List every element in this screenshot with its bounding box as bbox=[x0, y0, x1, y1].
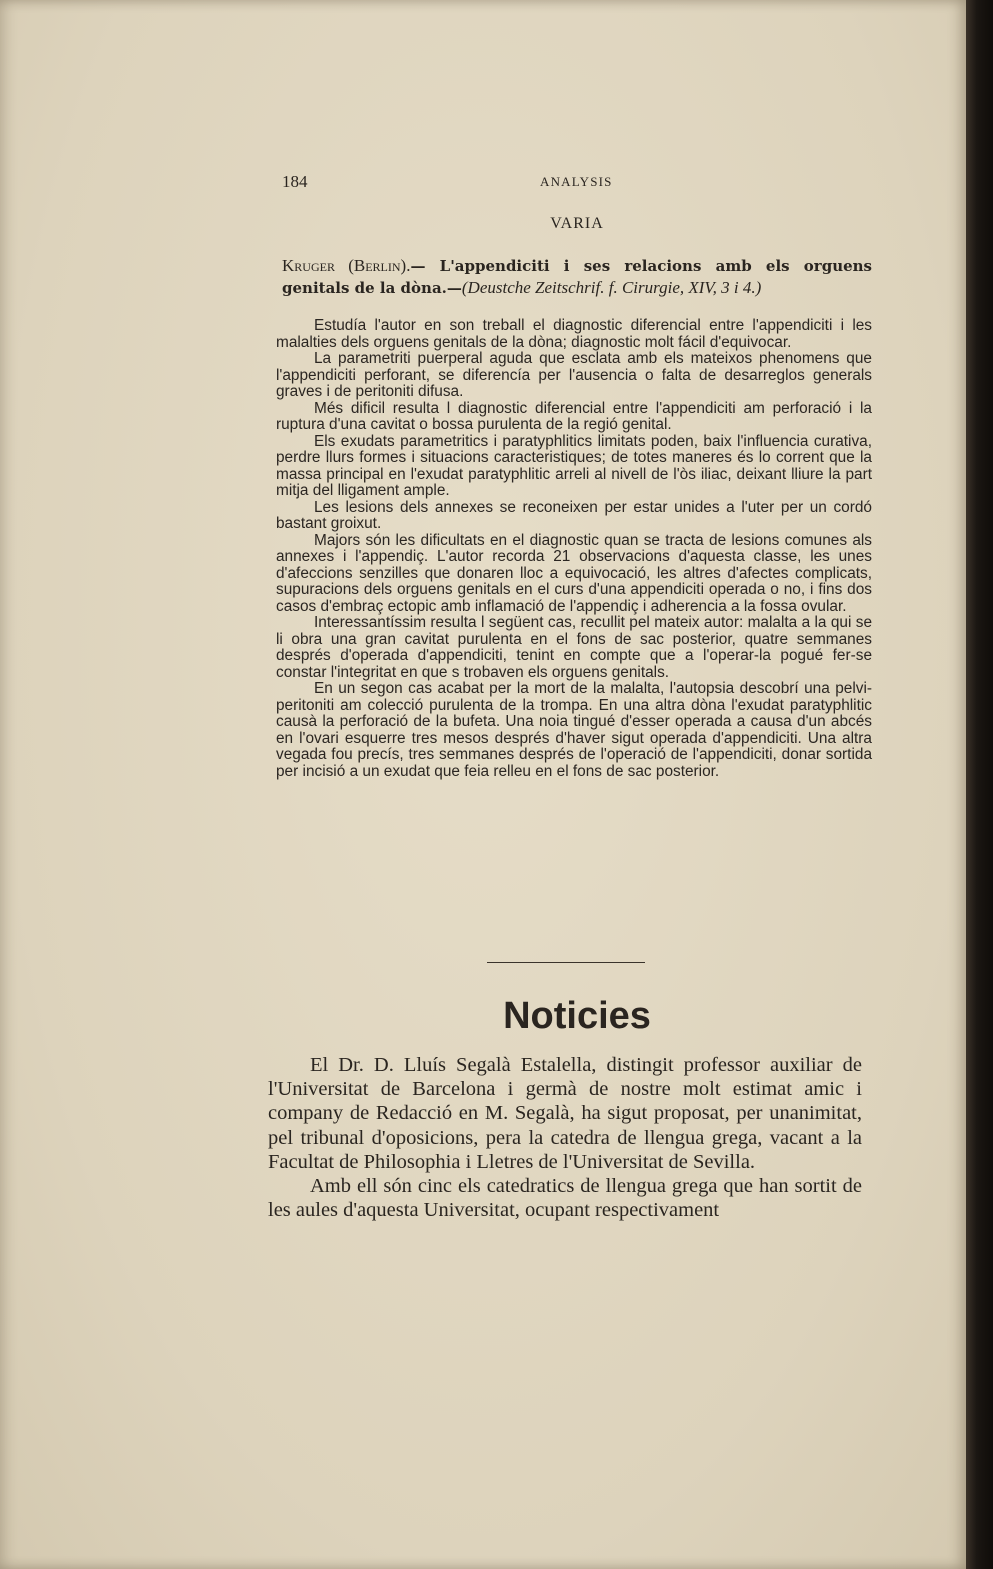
article-paragraph: Més dificil resulta l diagnostic diferencial entre l'appendiciti am perforació i la ruptura d'una cavitat o bossa purulenta de la regió genital. bbox=[276, 399, 872, 433]
article-paragraph: Els exudats parametritics i paratyphlitics limitats poden, baix l'influencia curativa, perdre llurs formes i situacions caracteristiques; de totes maneres és lo corrent que la massa principal en l'exudat paratyphlitic arreli al nivell de l'òs iliac, deixant lliure la part mitja del lligament ample. bbox=[276, 432, 872, 499]
article-heading bbox=[282, 255, 872, 299]
article-location: (Berlin). bbox=[348, 256, 411, 275]
news-paragraph: El Dr. D. Lluís Segalà Estalella, distingit professor auxiliar de l'Universitat de Barcelona i germà de nostre molt estimat amic i company de Redacció en M. Segalà, ha sigut proposat, per unanimitat, pel tribunal d'oposicions, pera la catedra de llengua grega, vacant a la Facultat de Philosophia i Lletres de l'Universitat de Sevilla. bbox=[268, 1054, 862, 1173]
article-title: — L'appendiciti i ses relacions amb els orguens genitals de la dòna.— bbox=[282, 257, 872, 297]
running-head: ANALYSIS bbox=[540, 174, 613, 189]
article-author: Kruger bbox=[282, 256, 335, 275]
article-paragraph: Interessantíssim resulta l següent cas, recullit pel mateix autor: malalta a la qui se li obra una gran cavitat purulenta en el fons de sac posterior, quatre semmanes després d'operada d'appendiciti, tenint en compte que a l'operar-la pogué fer-se constar l'integritat en que s trobaven els orguens genitals. bbox=[276, 614, 872, 681]
article-body bbox=[276, 318, 872, 780]
article-paragraph: Les lesions dels annexes se reconeixen per estar unides a l'uter per un cordó bastant groixut. bbox=[276, 498, 872, 532]
news-title: Noticies bbox=[503, 995, 651, 1037]
article-source: (Deustche Zeitschrif. f. Cirurgie, XIV, 3 i 4.) bbox=[461, 278, 762, 297]
article-paragraph: Estudía l'autor en son treball el diagnostic diferencial entre l'appendiciti i les malalties dels orguens genitals de la dòna; diagnostic molt fácil d'equivocar. bbox=[276, 317, 872, 351]
page-number: 184 bbox=[282, 172, 308, 191]
article-paragraph: Majors són les dificultats en el diagnostic quan se tracta de lesions comunes als annexes i l'appendiç. L'autor recorda 21 observacions d'aquesta classe, les unes d'afeccions senzilles que donaren lloc a equivocació, les altres d'afectes complicats, supuracions dels orguens genitals en el curs d'una appendiciti operada o no, i fins dos casos d'embraç ectopic amb inflamació de l'appendiç i adherencia a la fossa ovular. bbox=[276, 531, 872, 615]
section-title: VARIA bbox=[550, 215, 604, 232]
book-spine-shadow bbox=[966, 0, 993, 1569]
news-body bbox=[268, 1053, 862, 1222]
page-header bbox=[282, 172, 872, 194]
article-paragraph: En un segon cas acabat per la mort de la malalta, l'autopsia descobrí una pelvi-peritoniti am colecció purulenta de la trompa. En una altra dòna l'exudat paratyphlitic causà la perforació de la bufeta. Una noia tingué d'esser operada a causa d'un abcés en l'ovari esquerre tres mesos després d'haver sigut operada d'appendiciti. Una altra vegada fou precís, tres semmanes després de l'operació de l'appendiciti, donar sortida per incisió a un exudat que feia relleu en el fons de sac posterior. bbox=[276, 680, 872, 780]
news-paragraph: Amb ell són cinc els catedratics de llengua grega que han sortit de les aules d'aquesta Universitat, ocupant respectivament bbox=[268, 1175, 862, 1222]
section-divider bbox=[487, 962, 645, 963]
article-paragraph: La parametriti puerperal aguda que esclata amb els mateixos phenomens que l'appendiciti perforant, se diferencía per l'ausencia o falta de desarreglos generals graves i de peritoniti difusa. bbox=[276, 350, 872, 400]
